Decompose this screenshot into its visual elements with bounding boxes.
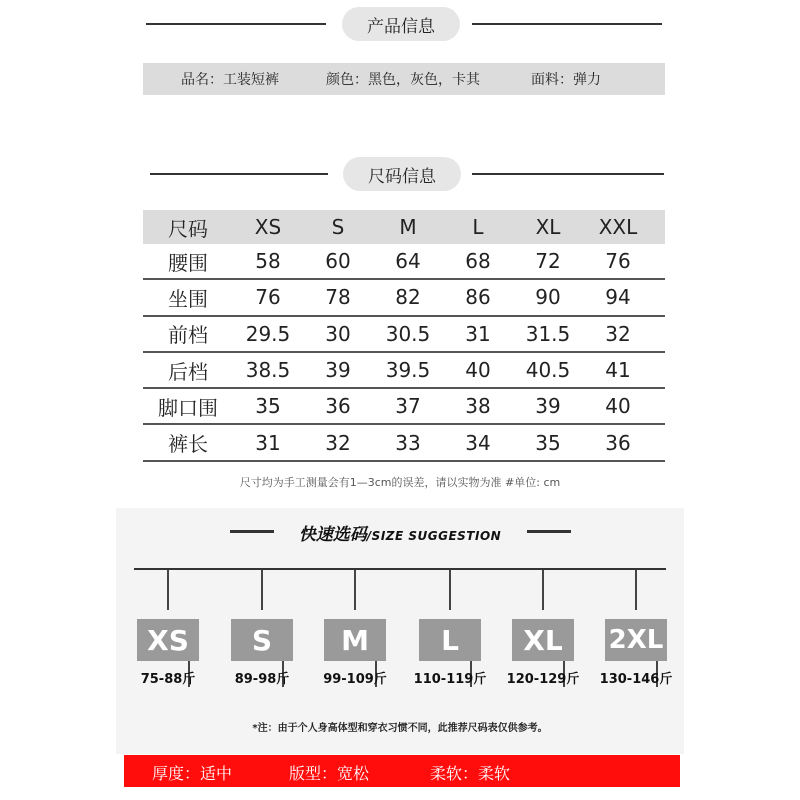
size-table-header-cell: 尺码 <box>168 216 208 241</box>
size-table-cell: 76 <box>605 249 631 274</box>
size-table-cell: 36 <box>605 430 631 455</box>
size-table-cell: 32 <box>605 321 631 346</box>
size-table-row <box>143 425 665 461</box>
size-table-row-label: 后档 <box>168 359 208 384</box>
size-table-header-cell: XL <box>535 215 561 239</box>
size-table-cell: 36 <box>325 394 351 419</box>
size-table-cell: 94 <box>605 285 631 310</box>
size-box: 2XL <box>605 619 667 661</box>
size-table-header-cell: M <box>399 215 417 239</box>
size-table <box>143 210 665 462</box>
size-table-row <box>143 244 665 280</box>
size-scale-tick <box>261 570 263 610</box>
size-table-row <box>143 389 665 425</box>
size-scale-tick <box>167 570 169 610</box>
size-table-cell: 90 <box>535 285 561 310</box>
size-scale-tick <box>635 570 637 610</box>
size-note: 尺寸均为手工测量会有1—3cm的误差，请以实物为准 #单位: cm <box>239 476 561 489</box>
size-table-cell: 35 <box>535 430 561 455</box>
size-table-cell: 39.5 <box>385 358 431 383</box>
size-table-cell: 31 <box>255 430 281 455</box>
size-table-cell: 58 <box>255 249 281 274</box>
size-table-cell: 72 <box>535 249 561 274</box>
size-table-row-label: 前档 <box>168 323 208 348</box>
size-table-cell: 64 <box>395 249 421 274</box>
size-table-cell: 39 <box>325 358 351 383</box>
size-scale-tick <box>354 570 356 610</box>
size-table-cell: 38 <box>465 394 491 419</box>
size-box: XL <box>512 619 574 661</box>
size-table-cell: 40 <box>465 358 491 383</box>
size-weight-range: 75-88斤 <box>140 672 196 687</box>
size-table-cell: 76 <box>255 285 281 310</box>
attr-thickness: 厚度：适中 <box>152 764 233 783</box>
size-table-cell: 34 <box>465 430 491 455</box>
suggestion-title-en: /SIZE SUGGESTION <box>366 529 502 543</box>
size-table-header-cell: S <box>331 215 345 239</box>
size-weight-range: 89-98斤 <box>234 672 290 687</box>
suggestion-title <box>0 520 800 545</box>
suggestion-note: *注：由于个人身高体型和穿衣习惯不同，此推荐尺码表仅供参考。 <box>252 723 548 734</box>
product-info-bar <box>143 63 665 95</box>
suggestion-title-cn: 快速选码 <box>298 525 367 545</box>
size-table-header <box>143 210 665 244</box>
size-table-cell: 40 <box>605 394 631 419</box>
size-table-row-label: 腰围 <box>168 250 208 275</box>
size-table-cell: 33 <box>395 430 421 455</box>
attr-fit: 版型：宽松 <box>289 764 370 783</box>
size-table-row-label: 裤长 <box>168 432 208 457</box>
product-name: 品名：工装短裤 <box>181 72 279 88</box>
attribute-bar <box>124 755 680 787</box>
size-table-cell: 39 <box>535 394 561 419</box>
size-table-cell: 82 <box>395 285 421 310</box>
size-header-line-left <box>150 173 328 175</box>
size-table-cell: 29.5 <box>245 321 291 346</box>
product-section-title: 产品信息 <box>342 7 460 41</box>
size-weight-range: 130-146斤 <box>599 672 673 687</box>
product-fabric: 面料：弹力 <box>531 72 601 88</box>
size-table-cell: 78 <box>325 285 351 310</box>
size-table-cell: 40.5 <box>525 358 571 383</box>
size-table-cell: 31 <box>465 321 491 346</box>
size-table-cell: 60 <box>325 249 351 274</box>
size-table-cell: 68 <box>465 249 491 274</box>
size-table-row <box>143 317 665 353</box>
size-table-cell: 37 <box>395 394 421 419</box>
size-weight-range: 120-129斤 <box>506 672 580 687</box>
size-section-title: 尺码信息 <box>343 157 461 191</box>
size-table-row <box>143 353 665 389</box>
size-table-row <box>143 280 665 316</box>
size-weight-range: 110-119斤 <box>413 672 487 687</box>
size-box: S <box>231 619 293 661</box>
size-table-header-cell: L <box>472 215 484 239</box>
product-header-line-left <box>146 23 326 25</box>
size-header-line-right <box>472 173 664 175</box>
size-table-cell: 86 <box>465 285 491 310</box>
size-scale-line <box>134 568 666 570</box>
size-table-cell: 38.5 <box>245 358 291 383</box>
size-table-cell: 31.5 <box>525 321 571 346</box>
attr-softness: 柔软：柔软 <box>430 764 511 783</box>
size-table-header-cell: XXL <box>598 215 638 239</box>
product-header-line-right <box>472 23 662 25</box>
size-weight-range: 99-109斤 <box>323 672 387 687</box>
size-box: M <box>324 619 386 661</box>
size-scale-tick <box>449 570 451 610</box>
size-box: XS <box>137 619 199 661</box>
size-table-cell: 30.5 <box>385 321 431 346</box>
suggestion-line-right <box>527 530 571 533</box>
size-table-cell: 32 <box>325 430 351 455</box>
size-table-header-cell: XS <box>254 215 282 239</box>
size-table-cell: 30 <box>325 321 351 346</box>
product-color: 颜色：黑色，灰色，卡其 <box>326 72 480 88</box>
size-table-row-label: 脚口围 <box>158 395 218 420</box>
size-box: L <box>419 619 481 661</box>
size-table-cell: 41 <box>605 358 631 383</box>
size-table-row-label: 坐围 <box>168 286 208 311</box>
size-scale-tick <box>542 570 544 610</box>
size-table-cell: 35 <box>255 394 281 419</box>
